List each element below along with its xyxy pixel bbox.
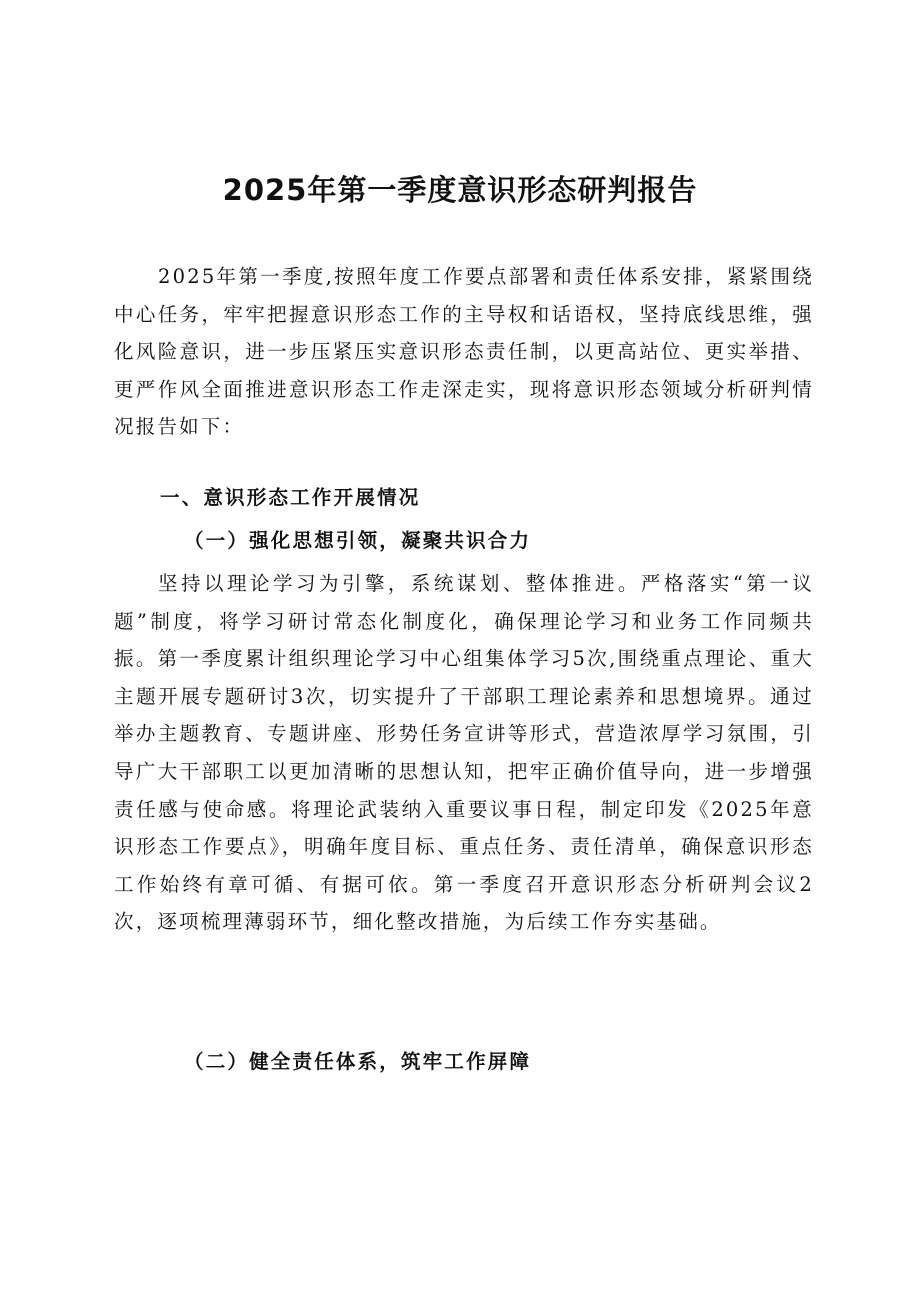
document-title: 2025年第一季度意识形态研判报告 (222, 173, 698, 207)
subsection-heading-1: （一）强化思想引领，凝聚共识合力 (184, 529, 532, 552)
subsection-1-paragraph: 坚持以理论学习为引擎，系统谋划、整体推进。严格落实“第一议题”制度，将学习研讨常态化制度化，确保理论学习和业务工作同频共振。第一季度累计组织理论学习中心组集体学习5次,围绕重点理论、重大主题开展专题研讨3次，切实提升了干部职工理论素养和思想境界。通过举办主题教育、专题讲座、形势任务宣讲等形式，营造浓厚学习氛围，引导广大干部职工以更加清晰的思想认知，把牢正确价值导向，进一步增强责任感与使命感。将理论武装纳入重要议事日程，制定印发《2025年意识形态工作要点》，明确年度目标、重点任务、责任清单，确保意识形态工作始终有章可循、有据可依。第一季度召开意识形态分析研判会议2次，逐项梳理薄弱环节，细化整改措施，为后续工作夯实基础。 (114, 572, 814, 934)
subsection-heading-2: （二）健全责任体系，筑牢工作屏障 (184, 1050, 532, 1073)
intro-paragraph: 2025年第一季度,按照年度工作要点部署和责任体系安排，紧紧围绕中心任务，牢牢把握意识形态工作的主导权和话语权，坚持底线思维，强化风险意识，进一步压紧压实意识形态责任制，以更高站位、更实举措、更严作风全面推进意识形态工作走深走实，现将意识形态领域分析研判情况报告如下： (114, 265, 814, 439)
section-heading-1: 一、意识形态工作开展情况 (160, 486, 421, 509)
